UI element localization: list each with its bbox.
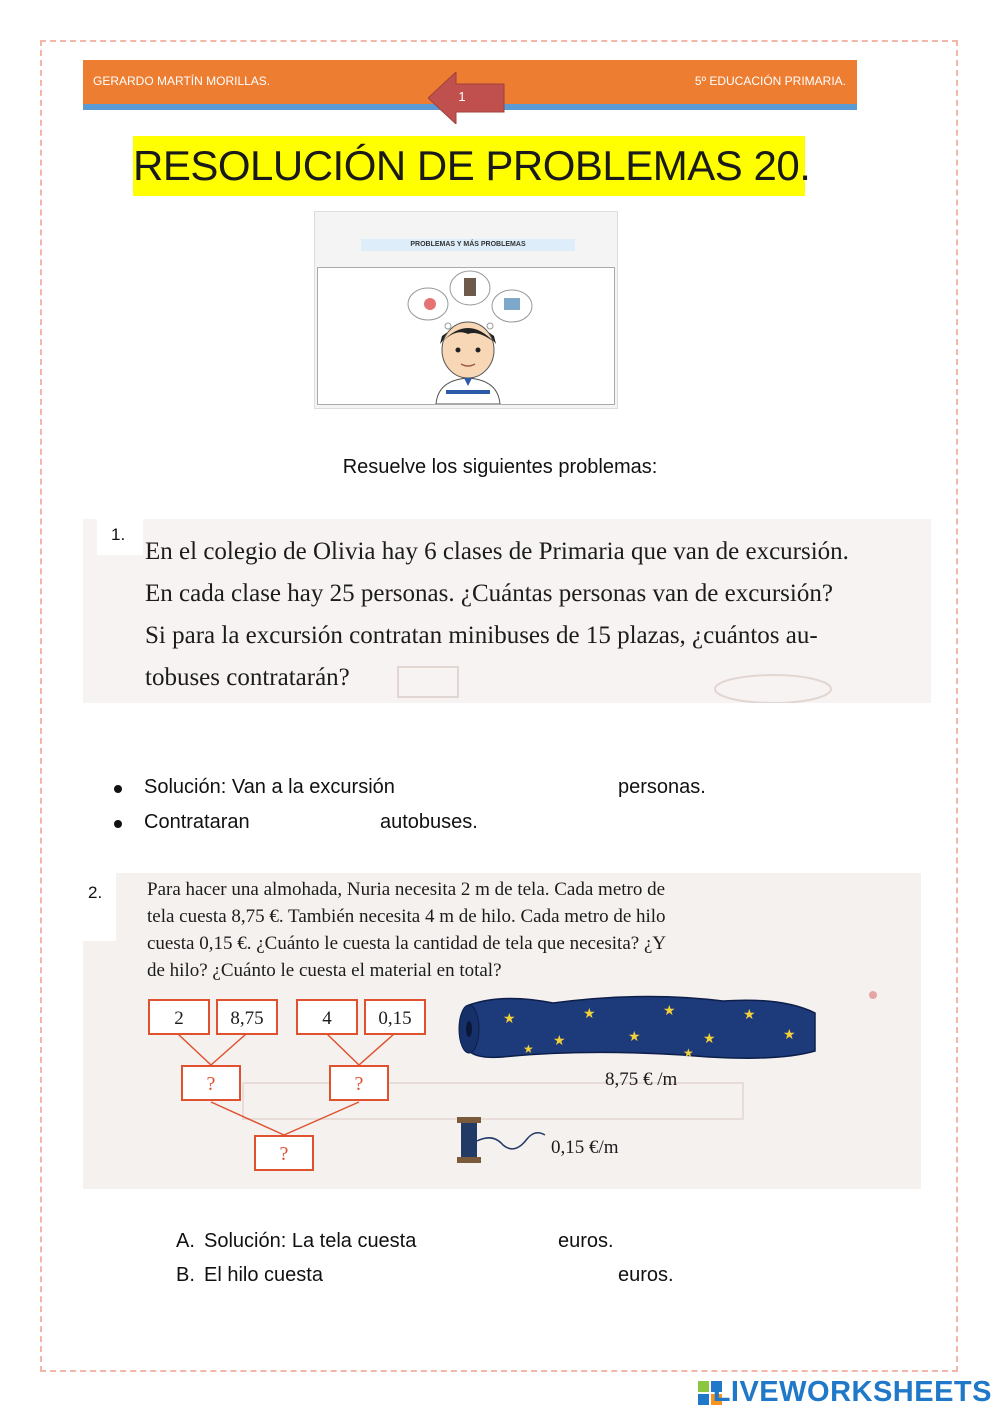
answer-input-fabric[interactable] (440, 1228, 550, 1254)
answer-prefix: Contrataran (144, 811, 250, 833)
answer-prefix: Solución: Van a la excursión (144, 776, 395, 798)
diagram-value: 0,15 (378, 1008, 412, 1029)
answer-suffix: autobuses. (380, 811, 478, 833)
page-title: RESOLUCIÓN DE PROBLEMAS 20. (133, 136, 805, 196)
answer-suffix: euros. (618, 1264, 674, 1286)
thread-spool-icon (457, 1117, 545, 1163)
svg-text:★: ★ (628, 1028, 641, 1044)
diagram-unknown: ? (279, 1143, 289, 1165)
svg-text:★: ★ (523, 1042, 534, 1056)
problem-2-line: tela cuesta 8,75 €. También necesita 4 m de hilo. Cada metro de hilo (147, 906, 666, 927)
svg-text:★: ★ (743, 1006, 756, 1022)
problem-2-line: de hilo? ¿Cuánto le cuesta el material en total? (147, 960, 502, 981)
problem-2-image (83, 873, 921, 1189)
svg-text:★: ★ (553, 1032, 566, 1048)
fabric-price: 8,75 € /m (605, 1069, 678, 1090)
problem-1-line: Si para la excursión contratan minibuses de 15 plazas, ¿cuántos au- (145, 622, 818, 649)
diagram-value: 8,75 (230, 1008, 264, 1029)
answer-letter: A. (176, 1230, 195, 1252)
header-author: GERARDO MARTÍN MORILLAS. (93, 74, 271, 88)
svg-text:★: ★ (663, 1002, 676, 1018)
answer-input-buses[interactable] (274, 809, 370, 835)
answer-input-thread[interactable] (344, 1262, 606, 1288)
cover-image (314, 211, 618, 409)
svg-text:★: ★ (583, 1005, 596, 1021)
fabric-roll-icon (459, 996, 815, 1060)
diagram-unknown: ? (354, 1073, 364, 1095)
problem-2-line: Para hacer una almohada, Nuria necesita 2 m de tela. Cada metro de (147, 879, 666, 900)
answer-suffix: euros. (558, 1230, 614, 1252)
problem-1-line: En cada clase hay 25 personas. ¿Cuántas personas van de excursión? (145, 580, 833, 607)
bullet-icon (114, 785, 122, 793)
svg-text:★: ★ (503, 1010, 516, 1026)
problem-2-text (147, 876, 877, 984)
problem-1-number: 1. (97, 515, 143, 555)
page-number: 1 (458, 89, 466, 104)
liveworksheets-brand[interactable]: LIVEWORKSHEETS (712, 1376, 992, 1408)
answer-prefix: El hilo cuesta (204, 1264, 323, 1286)
diagram-value: 2 (174, 1008, 184, 1029)
problem-2-line: cuesta 0,15 €. ¿Cuánto le cuesta la cantidad de tela que necesita? ¿Y (147, 933, 667, 954)
problem-1-text (145, 531, 925, 699)
answer-prefix: Solución: La tela cuesta (204, 1230, 417, 1252)
instruction-text: Resuelve los siguientes problemas: (342, 456, 658, 478)
problem-1-image (83, 519, 931, 703)
thread-price: 0,15 €/m (551, 1137, 619, 1158)
diagram-value: 4 (322, 1008, 332, 1029)
svg-text:★: ★ (683, 1046, 694, 1060)
svg-text:★: ★ (783, 1026, 796, 1042)
svg-text:★: ★ (703, 1030, 716, 1046)
problem-1-line: tobuses contratarán? (145, 664, 350, 691)
cover-heading: PROBLEMAS Y MÁS PROBLEMAS (361, 239, 575, 251)
answer-letter: B. (176, 1264, 195, 1286)
answer-input-people[interactable] (434, 774, 604, 800)
bullet-icon (114, 820, 122, 828)
problem-1-line: En el colegio de Olivia hay 6 clases de Primaria que van de excursión. (145, 538, 849, 565)
answer-suffix: personas. (618, 776, 706, 798)
problem-2-number: 2. (76, 873, 116, 941)
thinking-boy-icon (318, 268, 614, 404)
header-course: 5º EDUCACIÓN PRIMARIA. (694, 74, 846, 88)
cover-illustration-frame (317, 267, 615, 405)
diagram-unknown: ? (206, 1073, 216, 1095)
